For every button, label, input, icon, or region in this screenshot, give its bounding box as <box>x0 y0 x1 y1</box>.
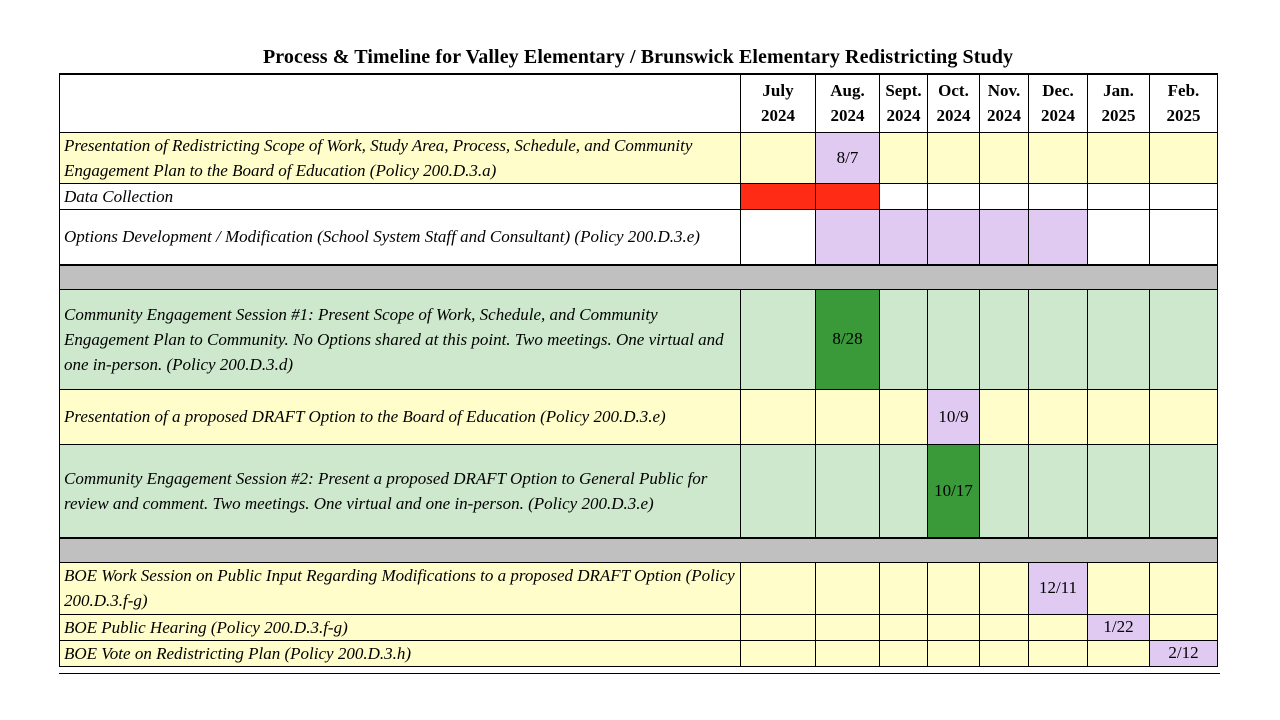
milestone-date: 1/22 <box>1088 614 1150 640</box>
table-row <box>60 640 1218 666</box>
month-header-nov-2024: Nov. 2024 <box>980 74 1029 132</box>
milestone-date: 8/7 <box>816 132 880 183</box>
month-header-feb-2025: Feb. 2025 <box>1150 74 1218 132</box>
task-label: Community Engagement Session #2: Present a proposed DRAFT Option to General Public for review and comment. Two meetings. One virtual and one in-person. (Policy 200.D.3.e) <box>60 444 741 538</box>
bar-cell-lavender <box>816 209 880 265</box>
page-title: Process & Timeline for Valley Elementary / Brunswick Elementary Redistricting Study <box>262 46 1014 68</box>
month-header-dec-2024: Dec. 2024 <box>1029 74 1088 132</box>
month-header-aug-2024: Aug. 2024 <box>816 74 880 132</box>
task-label: BOE Work Session on Public Input Regarding Modifications to a proposed DRAFT Option (Policy 200.D.3.f-g) <box>60 562 741 614</box>
table-row <box>60 209 1218 265</box>
timeline-table <box>59 73 1218 667</box>
task-label: Presentation of a proposed DRAFT Option to the Board of Education (Policy 200.D.3.e) <box>60 389 741 444</box>
table-row <box>60 183 1218 209</box>
bar-cell-lavender <box>880 209 928 265</box>
bar-cell-lavender <box>928 209 980 265</box>
bar-cell-red <box>741 183 816 209</box>
task-label: Options Development / Modification (School System Staff and Consultant) (Policy 200.D.3.e) <box>60 209 741 265</box>
table-row <box>60 614 1218 640</box>
table-row <box>60 389 1218 444</box>
bottom-divider <box>59 673 1220 674</box>
bar-cell-lavender <box>980 209 1029 265</box>
table-row <box>60 444 1218 538</box>
task-label: Data Collection <box>60 183 741 209</box>
table-row <box>60 562 1218 614</box>
bar-cell-lavender <box>1029 209 1088 265</box>
header-blank-cell <box>60 74 741 132</box>
month-header-july-2024: July 2024 <box>741 74 816 132</box>
separator-row <box>60 265 1218 289</box>
task-label: BOE Vote on Redistricting Plan (Policy 200.D.3.h) <box>60 640 741 666</box>
task-label: Presentation of Redistricting Scope of Work, Study Area, Process, Schedule, and Community Engagement Plan to the Board of Education (Policy 200.D.3.a) <box>60 132 741 183</box>
table-header-row <box>60 74 1218 132</box>
table-row <box>60 132 1218 183</box>
separator-row <box>60 538 1218 562</box>
month-header-sept-2024: Sept. 2024 <box>880 74 928 132</box>
milestone-date: 10/17 <box>928 444 980 538</box>
milestone-date: 10/9 <box>928 389 980 444</box>
table-row <box>60 289 1218 389</box>
task-label: Community Engagement Session #1: Present Scope of Work, Schedule, and Community Engagement Plan to Community. No Options shared at this point. Two meetings. One virtual and one in-person. (Policy 200.D.3.d) <box>60 289 741 389</box>
month-header-jan-2025: Jan. 2025 <box>1088 74 1150 132</box>
milestone-date: 12/11 <box>1029 562 1088 614</box>
bar-cell-red <box>816 183 880 209</box>
milestone-date: 8/28 <box>816 289 880 389</box>
task-label: BOE Public Hearing (Policy 200.D.3.f-g) <box>60 614 741 640</box>
milestone-date: 2/12 <box>1150 640 1218 666</box>
month-header-oct-2024: Oct. 2024 <box>928 74 980 132</box>
